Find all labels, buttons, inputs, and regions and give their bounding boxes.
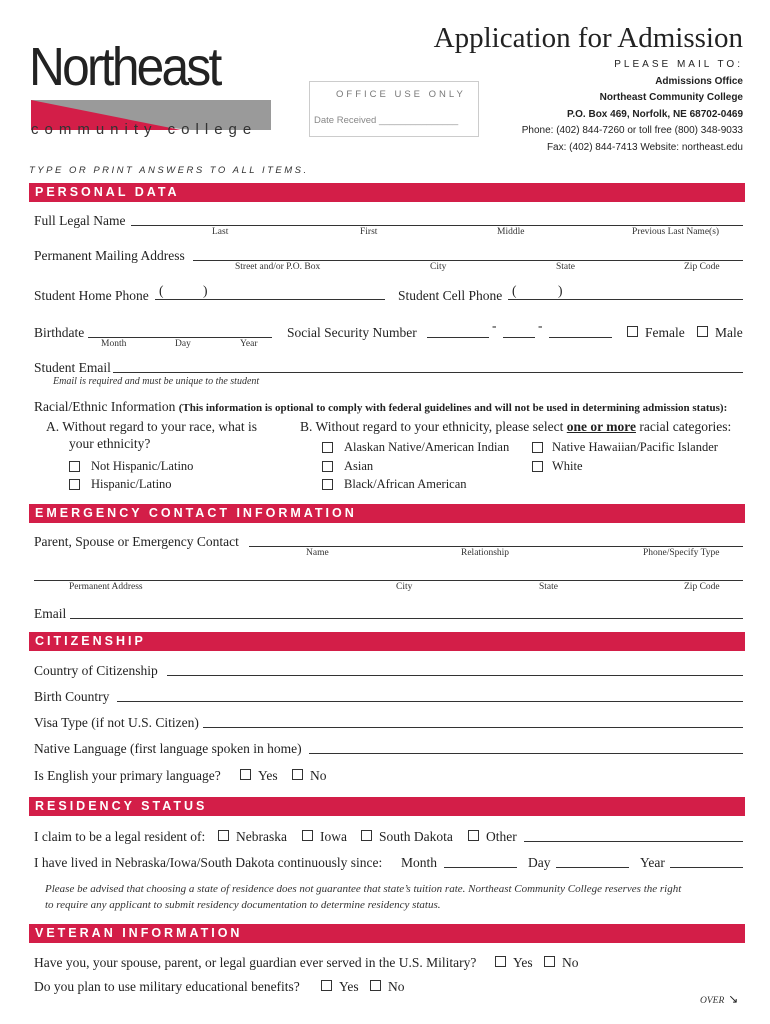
race-hawaiian-label: Native Hawaiian/Pacific Islander xyxy=(552,440,718,454)
lived-year-label: Year xyxy=(640,855,665,870)
date-received: Date Received _______________ xyxy=(314,115,459,126)
visa-type-label: Visa Type (if not U.S. Citizen) xyxy=(34,715,199,730)
section-citizenship: CITIZENSHIP xyxy=(29,632,745,651)
country-citizenship-label: Country of Citizenship xyxy=(34,663,158,678)
logo-subtitle: community college xyxy=(31,121,258,138)
address-part-street: Street and/or P.O. Box xyxy=(235,262,321,272)
home-phone-label: Student Home Phone xyxy=(34,288,149,303)
resident-iowa-checkbox[interactable] xyxy=(302,830,313,841)
resident-claim-label: I claim to be a legal resident of: xyxy=(34,829,206,844)
country-citizenship-field[interactable] xyxy=(167,675,743,676)
birthdate-field[interactable] xyxy=(88,337,272,338)
mail-college: Northeast Community College xyxy=(599,92,743,103)
home-phone-paren-open: ( xyxy=(159,283,164,298)
email-note: Email is required and must be unique to the student xyxy=(53,376,260,387)
full-name-label: Full Legal Name xyxy=(34,213,126,228)
english-no-label: No xyxy=(310,768,327,783)
section-personal-data: PERSONAL DATA xyxy=(29,183,745,202)
resident-iowa-label: Iowa xyxy=(320,829,347,844)
question-b xyxy=(300,419,731,435)
ethnicity-hispanic-checkbox[interactable] xyxy=(69,479,80,490)
section-veteran: VETERAN INFORMATION xyxy=(29,924,745,943)
name-part-first: First xyxy=(360,227,378,237)
ssn-field-2[interactable] xyxy=(503,337,535,338)
lived-since-label: I have lived in Nebraska/Iowa/South Dakota continuously since: xyxy=(34,855,383,870)
emergency-address-part-city: City xyxy=(396,582,413,592)
male-label: Male xyxy=(715,325,743,340)
racial-title-text: Racial/Ethnic Information xyxy=(34,399,176,414)
contact-part-phone: Phone/Specify Type xyxy=(643,548,720,558)
native-language-label: Native Language (first language spoken in home) xyxy=(34,741,302,756)
birth-part-month: Month xyxy=(101,339,127,349)
student-email-label: Student Email xyxy=(34,360,111,375)
office-use-box xyxy=(309,81,479,137)
logo-wordmark: Northeast xyxy=(29,37,220,97)
question-a-line-2: your ethnicity? xyxy=(69,436,151,451)
resident-south-dakota-checkbox[interactable] xyxy=(361,830,372,841)
veteran-served-label: Have you, your spouse, parent, or legal guardian ever served in the U.S. Military? xyxy=(34,955,477,970)
resident-other-field[interactable] xyxy=(524,841,743,842)
resident-other-label: Other xyxy=(486,829,517,844)
office-use-title: OFFICE USE ONLY xyxy=(336,89,466,100)
page-title: Application for Admission xyxy=(433,22,743,54)
resident-other-checkbox[interactable] xyxy=(468,830,479,841)
cell-phone-label: Student Cell Phone xyxy=(398,288,503,303)
emergency-address-field[interactable] xyxy=(34,580,743,581)
instructions: TYPE OR PRINT ANSWERS TO ALL ITEMS. xyxy=(29,165,309,176)
mail-office: Admissions Office xyxy=(655,75,743,87)
question-b-post: racial categories: xyxy=(639,419,732,434)
arrow-down-right-icon: ↘ xyxy=(728,992,739,1006)
ssn-field-3[interactable] xyxy=(549,337,612,338)
mailing-address-label: Permanent Mailing Address xyxy=(34,248,185,263)
english-no-checkbox[interactable] xyxy=(292,769,303,780)
ethnicity-not-hispanic-checkbox[interactable] xyxy=(69,461,80,472)
cell-phone-paren-close: ) xyxy=(558,283,563,298)
racial-note: (This information is optional to comply with federal guidelines and will not be used in determining admission status): xyxy=(178,402,728,414)
veteran-served-no-checkbox[interactable] xyxy=(544,956,555,967)
race-white-checkbox[interactable] xyxy=(532,461,543,472)
military-benefits-yes-checkbox[interactable] xyxy=(321,980,332,991)
emergency-address-part-street: Permanent Address xyxy=(69,582,143,592)
race-black-checkbox[interactable] xyxy=(322,479,333,490)
veteran-served-no-label: No xyxy=(562,955,579,970)
ssn-dash-1: - xyxy=(492,318,497,333)
question-a-line-1: A. Without regard to your race, what is xyxy=(46,419,258,434)
race-asian-label: Asian xyxy=(344,459,374,473)
contact-part-name: Name xyxy=(306,548,329,558)
mail-to-label: PLEASE MAIL TO: xyxy=(614,59,743,70)
emergency-email-field[interactable] xyxy=(70,618,743,619)
ethnicity-hispanic-label: Hispanic/Latino xyxy=(91,477,172,491)
english-primary-label: Is English your primary language? xyxy=(34,768,221,783)
military-benefits-no-label: No xyxy=(388,979,405,994)
question-b-pre: B. Without regard to your ethnicity, please select xyxy=(300,419,564,434)
veteran-served-yes-checkbox[interactable] xyxy=(495,956,506,967)
name-part-previous: Previous Last Name(s) xyxy=(632,227,720,237)
home-phone-field[interactable] xyxy=(155,299,385,300)
birthdate-label: Birthdate xyxy=(34,325,85,340)
race-asian-checkbox[interactable] xyxy=(322,461,333,472)
address-part-state: State xyxy=(556,262,575,272)
birth-part-year: Year xyxy=(240,339,258,349)
home-phone-paren-close: ) xyxy=(203,283,208,298)
resident-nebraska-checkbox[interactable] xyxy=(218,830,229,841)
over-indicator xyxy=(700,990,738,1008)
male-checkbox[interactable] xyxy=(697,326,708,337)
over-label: OVER xyxy=(700,996,725,1006)
student-email-field[interactable] xyxy=(113,372,743,373)
question-b-emphasis: one or more xyxy=(566,419,636,434)
section-emergency-contact: EMERGENCY CONTACT INFORMATION xyxy=(29,504,745,523)
ssn-label: Social Security Number xyxy=(287,325,417,340)
ssn-field-1[interactable] xyxy=(427,337,489,338)
name-part-last: Last xyxy=(212,227,229,237)
race-black-label: Black/African American xyxy=(344,477,467,491)
lived-month-label: Month xyxy=(401,855,438,870)
emergency-address-part-state: State xyxy=(539,582,558,592)
mail-address: P.O. Box 469, Norfolk, NE 68702-0469 xyxy=(566,108,743,120)
address-part-zip: Zip Code xyxy=(684,262,720,272)
mailing-address-field[interactable] xyxy=(193,260,743,261)
female-label: Female xyxy=(645,325,685,340)
birth-country-label: Birth Country xyxy=(34,689,110,704)
military-benefits-label: Do you plan to use military educational benefits? xyxy=(34,979,300,994)
female-checkbox[interactable] xyxy=(627,326,638,337)
birth-part-day: Day xyxy=(175,339,191,349)
veteran-served-yes-label: Yes xyxy=(513,955,533,970)
residency-notice-line-2: to require any applicant to submit residency documentation to determine residency status. xyxy=(45,899,441,911)
lived-day-label: Day xyxy=(528,855,551,870)
visa-type-field[interactable] xyxy=(203,727,743,728)
address-part-city: City xyxy=(430,262,447,272)
cell-phone-paren-open: ( xyxy=(512,283,517,298)
lived-day-field[interactable] xyxy=(556,867,629,868)
race-white-label: White xyxy=(552,459,583,473)
race-alaskan-label: Alaskan Native/American Indian xyxy=(344,440,510,454)
mail-fax: Fax: (402) 844-7413 Website: northeast.edu xyxy=(546,141,743,153)
resident-south-dakota-label: South Dakota xyxy=(379,829,453,844)
english-yes-checkbox[interactable] xyxy=(240,769,251,780)
resident-nebraska-label: Nebraska xyxy=(236,829,287,844)
lived-month-field[interactable] xyxy=(444,867,517,868)
race-hawaiian-checkbox[interactable] xyxy=(532,442,543,453)
full-name-field[interactable] xyxy=(131,225,743,226)
contact-part-relationship: Relationship xyxy=(461,548,510,558)
race-alaskan-checkbox[interactable] xyxy=(322,442,333,453)
military-benefits-no-checkbox[interactable] xyxy=(370,980,381,991)
birth-country-field[interactable] xyxy=(117,701,743,702)
emergency-email-label: Email xyxy=(34,606,67,621)
lived-year-field[interactable] xyxy=(670,867,743,868)
emergency-contact-field[interactable] xyxy=(249,546,743,547)
section-residency: RESIDENCY STATUS xyxy=(29,797,745,816)
emergency-address-part-zip: Zip Code xyxy=(684,582,720,592)
name-part-middle: Middle xyxy=(497,227,525,237)
ssn-dash-2: - xyxy=(538,318,543,333)
military-benefits-yes-label: Yes xyxy=(339,979,359,994)
native-language-field[interactable] xyxy=(309,753,743,754)
mail-phone: Phone: (402) 844-7260 or toll free (800) 348-9033 xyxy=(521,125,743,136)
english-yes-label: Yes xyxy=(258,768,278,783)
residency-notice xyxy=(45,881,681,913)
logo xyxy=(29,37,279,140)
racial-title xyxy=(34,399,727,415)
residency-notice-line-1: Please be advised that choosing a state of residence does not guarantee that state’s tuition rate. Northeast Community College reserves the right xyxy=(45,883,682,895)
ethnicity-not-hispanic-label: Not Hispanic/Latino xyxy=(91,459,194,473)
emergency-contact-label: Parent, Spouse or Emergency Contact xyxy=(34,534,239,549)
mailing-info xyxy=(522,57,743,156)
cell-phone-field[interactable] xyxy=(508,299,743,300)
